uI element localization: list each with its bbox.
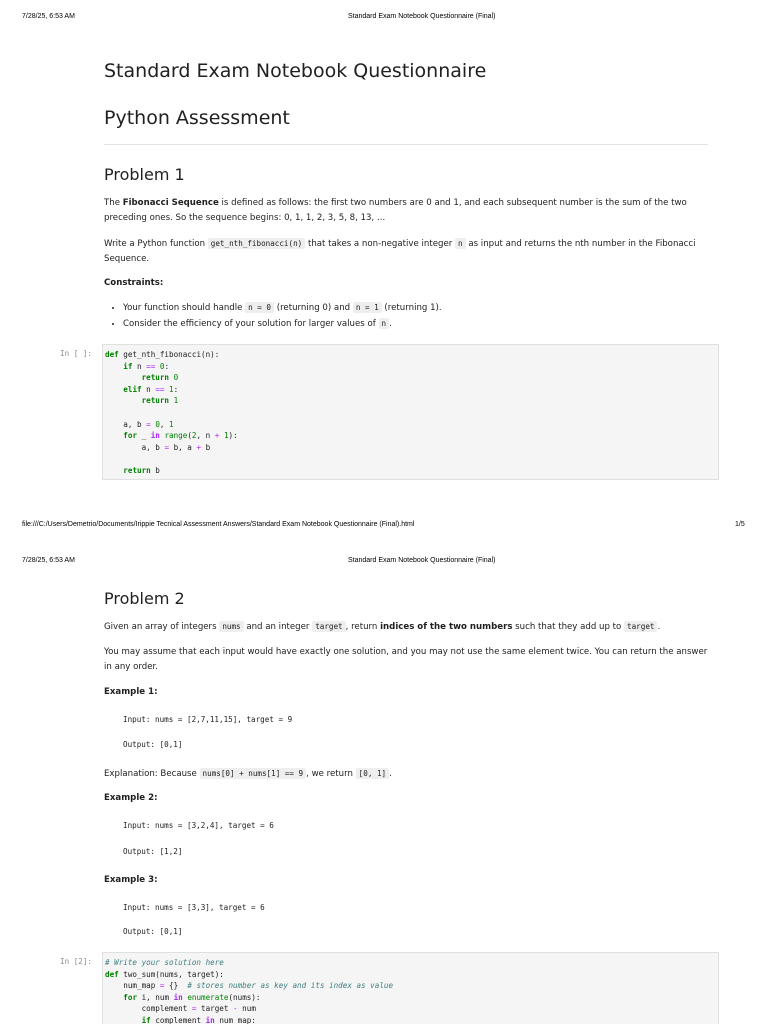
text: such that they add up to (512, 622, 625, 632)
text: that takes a non-negative integer (305, 239, 456, 249)
inline-code: [0, 1] (356, 768, 389, 779)
text: Your function should handle (123, 303, 246, 313)
list-item (123, 316, 708, 332)
inline-code: get_nth_fibonacci(n) (208, 238, 305, 249)
inline-code: n (379, 318, 390, 329)
cell-prompt: In [2]: (60, 957, 93, 966)
text: . (657, 622, 661, 632)
print-title: Standard Exam Notebook Questionnaire (Final) (348, 13, 496, 20)
example1-explanation (104, 766, 708, 782)
text: (returning 1). (381, 303, 442, 313)
code-cell-fibonacci[interactable]: def get_nth_fibonacci(n): if n == 0: return 0 elif n == 1: return 1 a, b = 0, 1 for _ in range(2, n + 1): a, b = b, a + b return b (102, 344, 719, 480)
text: , return (345, 622, 381, 632)
text: Consider the efficiency of your solution for larger values of (123, 319, 379, 329)
bold-text: indices of the two numbers (380, 622, 513, 632)
text: Given an array of integers (104, 622, 220, 632)
print-footer-path: file:///C:/Users/Demetrio/Documents/Irippie Tecnical Assessment Answers/Standard Exam Notebook Questionnaire (Final).html (22, 521, 415, 528)
inline-code: n = 1 (353, 302, 382, 313)
example2-input: Input: nums = [3,2,4], target = 6 (123, 821, 274, 830)
print-date: 7/28/25, 6:53 AM (22, 557, 75, 564)
print-page-number: 1/5 (735, 521, 745, 528)
bold-text: Fibonacci Sequence (122, 198, 219, 208)
bold-text: Example 2: (104, 793, 158, 803)
inline-code: n = 0 (245, 302, 274, 313)
text: . (389, 319, 392, 329)
problem2-assumption: You may assume that each input would have exactly one solution, and you may not use the same element twice. You can return the answer in any order. (104, 647, 708, 672)
example3-label (104, 873, 708, 888)
code-cell-two-sum[interactable]: # Write your solution here def two_sum(nums, target): num_map = {} # stores number as key and its index as value for i, num in enumerate(nums): complement = target - num if complement in num_map: (102, 952, 719, 1024)
example1-output: Output: [0,1] (123, 740, 183, 749)
problem1-heading: Problem 1 (104, 165, 185, 184)
bold-text: Constraints: (104, 278, 164, 288)
example1-label (104, 685, 708, 700)
example2-output: Output: [1,2] (123, 847, 183, 856)
text: is defined as follows: the first two numbers are 0 and 1, and each subsequent number is the sum of the two preceding ones. So the sequence begins: 0, 1, 1, 2, 3, 5, 8, 13, ... (104, 198, 687, 223)
problem2-heading: Problem 2 (104, 589, 185, 608)
divider (104, 144, 708, 145)
notebook-title: Standard Exam Notebook Questionnaire (104, 60, 487, 82)
constraints-label (104, 276, 708, 291)
inline-code: nums (219, 621, 243, 632)
problem1-intro (104, 196, 708, 226)
inline-code: nums[0] + nums[1] == 9 (200, 768, 307, 779)
text: , we return (306, 769, 356, 779)
bold-text: Example 3: (104, 875, 158, 885)
text: The (104, 198, 123, 208)
bold-text: Example 1: (104, 687, 158, 697)
text: Write a Python function (104, 239, 208, 249)
print-date: 7/28/25, 6:53 AM (22, 13, 75, 20)
example3-output: Output: [0,1] (123, 927, 183, 936)
problem1-task (104, 236, 708, 267)
example2-label (104, 791, 708, 806)
text: (returning 0) and (274, 303, 353, 313)
text: as input and returns the nth number in the Fibonacci Sequence. (104, 239, 696, 264)
constraints-list (104, 300, 708, 332)
example3-input: Input: nums = [3,3], target = 6 (123, 903, 265, 912)
list-item (123, 300, 708, 316)
problem2-statement (104, 619, 708, 635)
example1-input: Input: nums = [2,7,11,15], target = 9 (123, 715, 293, 724)
notebook-subtitle: Python Assessment (104, 107, 290, 129)
print-title: Standard Exam Notebook Questionnaire (Final) (348, 557, 496, 564)
text: Explanation: Because (104, 769, 200, 779)
text: and an integer (243, 622, 313, 632)
text: . (389, 769, 392, 779)
cell-prompt: In [ ]: (60, 349, 93, 358)
inline-code: target (312, 621, 345, 632)
inline-code: target (624, 621, 657, 632)
inline-code: n (455, 238, 466, 249)
